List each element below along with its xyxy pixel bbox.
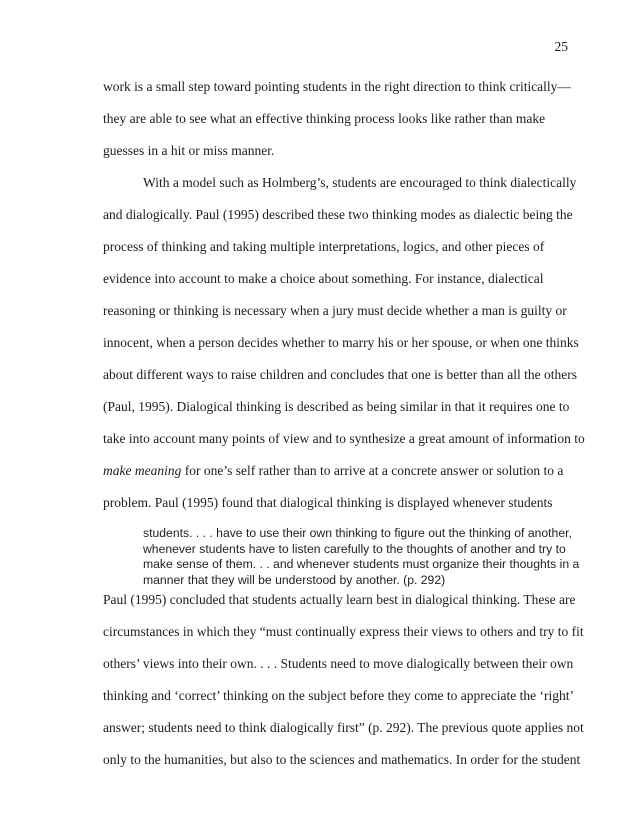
text-span: for one’s self rather than to arrive at a concrete answer or solution to a (181, 463, 564, 478)
text-line: answer; students need to think dialogically first” (p. 292). The previous quote applies not (103, 720, 584, 735)
text-line: they are able to see what an effective thinking process looks like rather than make (103, 111, 546, 126)
quote-line: whenever students have to listen carefully to the thoughts of another and try to (143, 541, 566, 556)
text-line: work is a small step toward pointing students in the right direction to think critically— (103, 79, 571, 94)
text-line: problem. Paul (1995) found that dialogical thinking is displayed whenever students (103, 495, 553, 510)
text-line: evidence into account to make a choice about something. For instance, dialectical (103, 271, 544, 286)
page-number: 25 (554, 39, 568, 54)
quote-line: manner that they will be understood by another. (p. 292) (143, 572, 446, 587)
text-line: take into account many points of view and to synthesize a great amount of information to (103, 431, 585, 446)
text-line: only to the humanities, but also to the sciences and mathematics. In order for the student (103, 752, 581, 767)
text-line: and dialogically. Paul (1995) described these two thinking modes as dialectic being the (103, 207, 573, 222)
text-line: (Paul, 1995). Dialogical thinking is described as being similar in that it requires one to (103, 399, 570, 414)
text-line: With a model such as Holmberg’s, students are encouraged to think dialectically (143, 175, 577, 190)
quote-line: students. . . . have to use their own thinking to figure out the thinking of another, (143, 526, 572, 540)
text-line: Paul (1995) concluded that students actually learn best in dialogical thinking. These are (103, 592, 576, 607)
text-line: circumstances in which they “must continually express their views to others and try to fit (103, 624, 584, 639)
text-line: thinking and ‘correct’ thinking on the subject before they come to appreciate the ‘right’ (103, 688, 574, 703)
text-line: process of thinking and taking multiple interpretations, logics, and other pieces of (103, 239, 545, 254)
text-line (103, 463, 563, 479)
text-line: innocent, when a person decides whether to marry his or her spouse, or when one thinks (103, 335, 579, 350)
italic-term: make meaning (103, 463, 182, 478)
quote-line: make sense of them. . . and whenever students must organize their thoughts in a (143, 557, 580, 571)
text-line: others’ views into their own. . . . Students need to move dialogically between their own (103, 656, 574, 671)
text-line: reasoning or thinking is necessary when a jury must decide whether a man is guilty or (103, 303, 567, 318)
text-line: guesses in a hit or miss manner. (103, 143, 275, 158)
text-line: about different ways to raise children and concludes that one is better than all the others (103, 367, 577, 382)
block-quote (143, 526, 583, 588)
